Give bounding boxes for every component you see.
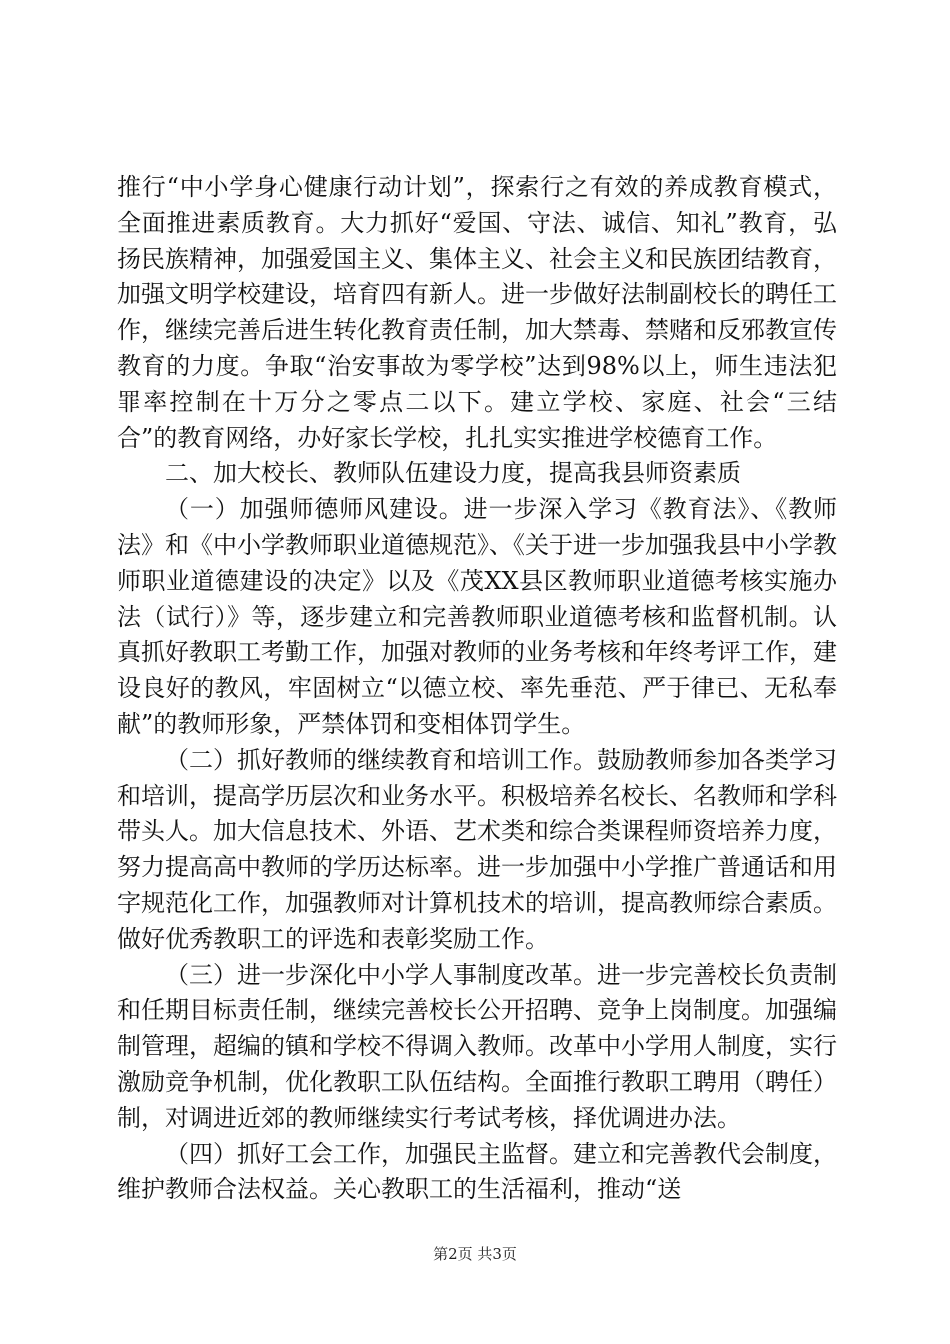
paragraph-teacher-ethics: （一）加强师德师风建设。进一步深入学习《教育法》、《教师法》和《中小学教师职业道德规范》、《关于进一步加强我县中小学教师职业道德建设的决定》以及《茂XX县区教师职业道德考核实施办法（试行）》等，逐步建立和完善教师职业道德考核和监督机制。认真抓好教职工考勤工作，加强对教师的业务考核和年终考评工作，建设良好的教风，牢固树立“以德立校、率先垂范、严于律已、无私奉献”的教师形象，严禁体罚和变相体罚学生。 — [117, 495, 837, 738]
page-number-footer: 第2页 共3页 — [433, 1245, 517, 1263]
paragraph-personnel-reform: （三）进一步深化中小学人事制度改革。进一步完善校长负责制和任期目标责任制，继续完善校长公开招聘、竞争上岗制度。加强编制管理，超编的镇和学校不得调入教师。改革中小学用人制度，实行激励竞争机制，优化教职工队伍结构。全面推行教职工聘用（聘任）制，对调进近郊的教师继续实行考试考核，择优调进办法。 — [117, 960, 837, 1132]
paragraph-moral-education: 推行“中小学身心健康行动计划”，探索行之有效的养成教育模式，全面推进素质教育。大力抓好“爱国、守法、诚信、知礼”教育，弘扬民族精神，加强爱国主义、集体主义、社会主义和民族团结教育，加强文明学校建设，培育四有新人。进一步做好法制副校长的聘任工作，继续完善后进生转化教育责任制，加大禁毒、禁赌和反邪教宣传教育的力度。争取“治安事故为零学校”达到98%以上，师生违法犯罪率控制在十万分之零点二以下。建立学校、家庭、社会“三结合”的教育网络，办好家长学校，扎扎实实推进学校德育工作。 — [117, 173, 837, 452]
paragraph-union-work: （四）抓好工会工作，加强民主监督。建立和完善教代会制度，维护教师合法权益。关心教职工的生活福利，推动“送 — [117, 1139, 837, 1204]
document-body — [117, 170, 837, 1208]
section-heading-teacher-team: 二、加大校长、教师队伍建设力度，提高我县师资素质 — [165, 459, 741, 488]
paragraph-teacher-training: （二）抓好教师的继续教育和培训工作。鼓励教师参加各类学习和培训，提高学历层次和业务水平。积极培养名校长、名教师和学科带头人。加大信息技术、外语、艺术类和综合类课程师资培养力度，努力提高高中教师的学历达标率。进一步加强中小学推广普通话和用字规范化工作，加强教师对计算机技术的培训，提高教师综合素质。做好优秀教职工的评选和表彰奖励工作。 — [117, 745, 837, 953]
